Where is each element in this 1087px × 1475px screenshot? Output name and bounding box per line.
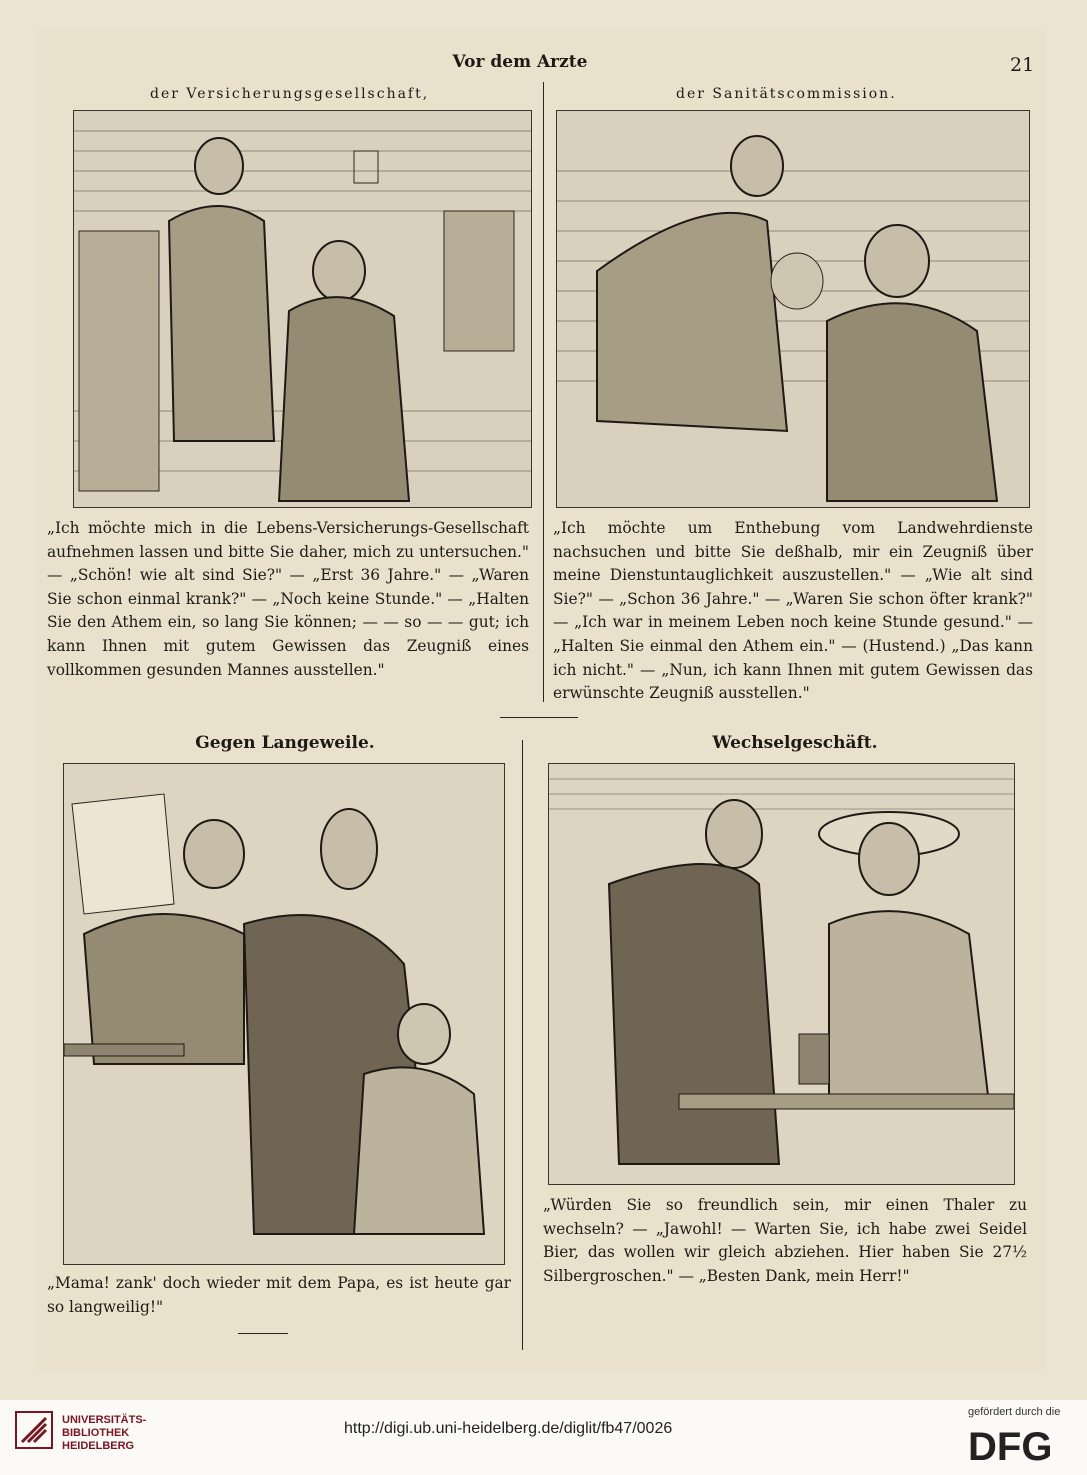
bottom-left-title: Gegen Langeweile.	[195, 733, 375, 753]
illustration-sanitary-commission	[556, 110, 1030, 508]
illustration-boredom	[63, 763, 505, 1265]
svg-text:DFG: DFG	[968, 1425, 1053, 1464]
illustration-insurance-doctor	[73, 110, 532, 508]
right-panel-caption: „Ich möchte um Enthebung vom Landwehrdienste nachsuchen und bitte Sie deßhalb, mir ein Zeugniß über meine Dienstuntauglichkeit auszustellen." — „Wie alt sind Sie?" — „Schon 36 Jahre." — „Waren Sie schon öfter krank?" — „Ich war in meinem Leben noch keine Stunde gesund." — „Halten Sie einmal den Athem ein." — (Hustend.) „Das kann ich nicht." — „Nun, ich kann Ihnen mit gutem Gewissen das erwünschte Zeugniß ausstellen."	[553, 519, 1033, 703]
right-panel-subtitle: der Sanitätscommission.	[676, 86, 897, 102]
funding-label: gefördert durch die	[968, 1406, 1061, 1418]
section-divider	[500, 717, 578, 718]
dfg-logo-icon	[968, 1424, 1068, 1464]
illustration-money-exchange	[548, 763, 1015, 1185]
page-title: Vor dem Arzte	[452, 52, 588, 72]
left-panel-caption: „Ich möchte mich in die Lebens-Versicherungs-Gesellschaft aufnehmen lassen und bitte Sie daher, mich zu untersuchen." — „Schön! wie alt sind Sie?" — „Erst 36 Jahre." — „Waren Sie schon einmal krank?" — „Noch keine Stunde." — „Halten Sie den Athem ein, so lang Sie können; — — so — — gut; ich kann Ihnen mit gutem Gewissen das Zeugniß eines vollkommen gesunden Mannes ausstellen."	[47, 519, 529, 679]
bottom-left-rule	[238, 1333, 288, 1334]
university-library-name: UNIVERSITÄTS- BIBLIOTHEK HEIDELBERG	[62, 1414, 147, 1452]
bottom-right-caption: „Würden Sie so freundlich sein, mir einen Thaler zu wechseln? — „Jawohl! — Warten Sie, ich habe zwei Seidel Bier, das wollen wir gleich abziehen. Hier haben Sie 27½ Silbergroschen." — „Besten Dank, mein Herr!"	[543, 1196, 1027, 1285]
page-number: 21	[1010, 54, 1035, 76]
column-divider-top	[543, 82, 544, 702]
left-panel-subtitle: der Versicherungsgesellschaft,	[150, 86, 430, 102]
column-divider-bottom	[522, 740, 523, 1350]
bottom-right-title: Wechselgeschäft.	[712, 733, 878, 753]
bottom-left-caption: „Mama! zank' doch wieder mit dem Papa, es ist heute gar so langweilig!"	[47, 1274, 511, 1316]
university-library-logo-icon	[14, 1410, 54, 1450]
source-url-link[interactable]: http://digi.ub.uni-heidelberg.de/diglit/fb47/0026	[344, 1420, 673, 1437]
